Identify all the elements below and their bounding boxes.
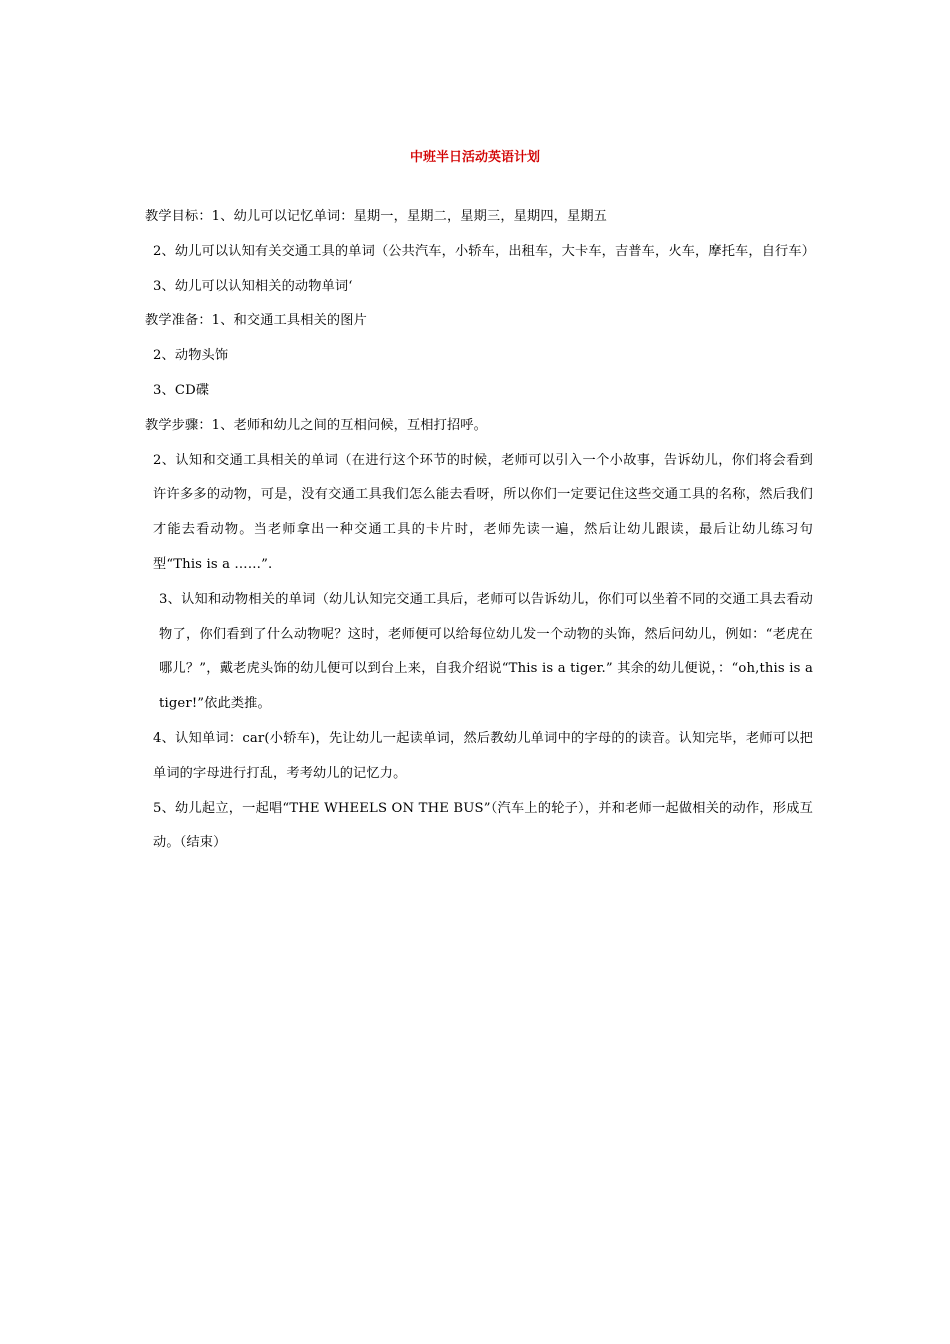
paragraph-step-4: 4、认知单词：car(小轿车)，先让幼儿一起读单词，然后教幼儿单词中的字母的的读音。认知完毕，老师可以把单词的字母进行打乱，考考幼儿的记忆力。 [153,730,813,781]
paragraph-preparation-2: 2、动物头饰 [153,348,229,364]
paragraph-step-5: 5、幼儿起立，一起唱“THE WHEELS ON THE BUS”（汽车上的轮子），并和老师一起做相关的动作，形成互动。（结束） [153,800,813,851]
paragraph-step-3: 3、认知和动物相关的单词（幼儿认知完交通工具后，老师可以告诉幼儿，你们可以坐着不同的交通工具去看动物了，你们看到了什么动物呢？这时，老师便可以给每位幼儿发一个动物的头饰，然后问幼儿，例如：“老虎在哪儿？”，戴老虎头饰的幼儿便可以到台上来，自我介绍说“This is a tiger.” 其余的幼儿便说，：“oh,this is a tiger!”依此类推。 [159,591,813,712]
paragraph-preparation-3: 3、CD碟 [153,382,210,398]
paragraph-step-2: 2、认知和交通工具相关的单词（在进行这个环节的时候，老师可以引入一个小故事，告诉幼儿，你们将会看到许许多多的动物，可是，没有交通工具我们怎么能去看呀，所以你们一定要记住这些交通工具的名称，然后我们才能去看动物。当老师拿出一种交通工具的卡片时，老师先读一遍，然后让幼儿跟读，最后让幼儿练习句型“This is a ……”. [153,452,813,572]
paragraph-objective-2: 2、幼儿可以认知有关交通工具的单词（公共汽车，小轿车，出租车，大卡车，吉普车，火车，摩托车，自行车） [153,243,816,259]
paragraph-preparation: 教学准备：1、和交通工具相关的图片 [145,313,367,329]
paragraph-objectives: 教学目标：1、幼儿可以记忆单词：星期一，星期二，星期三，星期四，星期五 [145,209,608,224]
paragraph-objective-3: 3、幼儿可以认知相关的动物单词‘ [153,278,353,294]
document-body [145,200,816,861]
paragraph-steps: 教学步骤：1、老师和幼儿之间的互相问候，互相打招呼。 [145,417,487,433]
document-title: 中班半日活动英语计划 [409,150,540,165]
